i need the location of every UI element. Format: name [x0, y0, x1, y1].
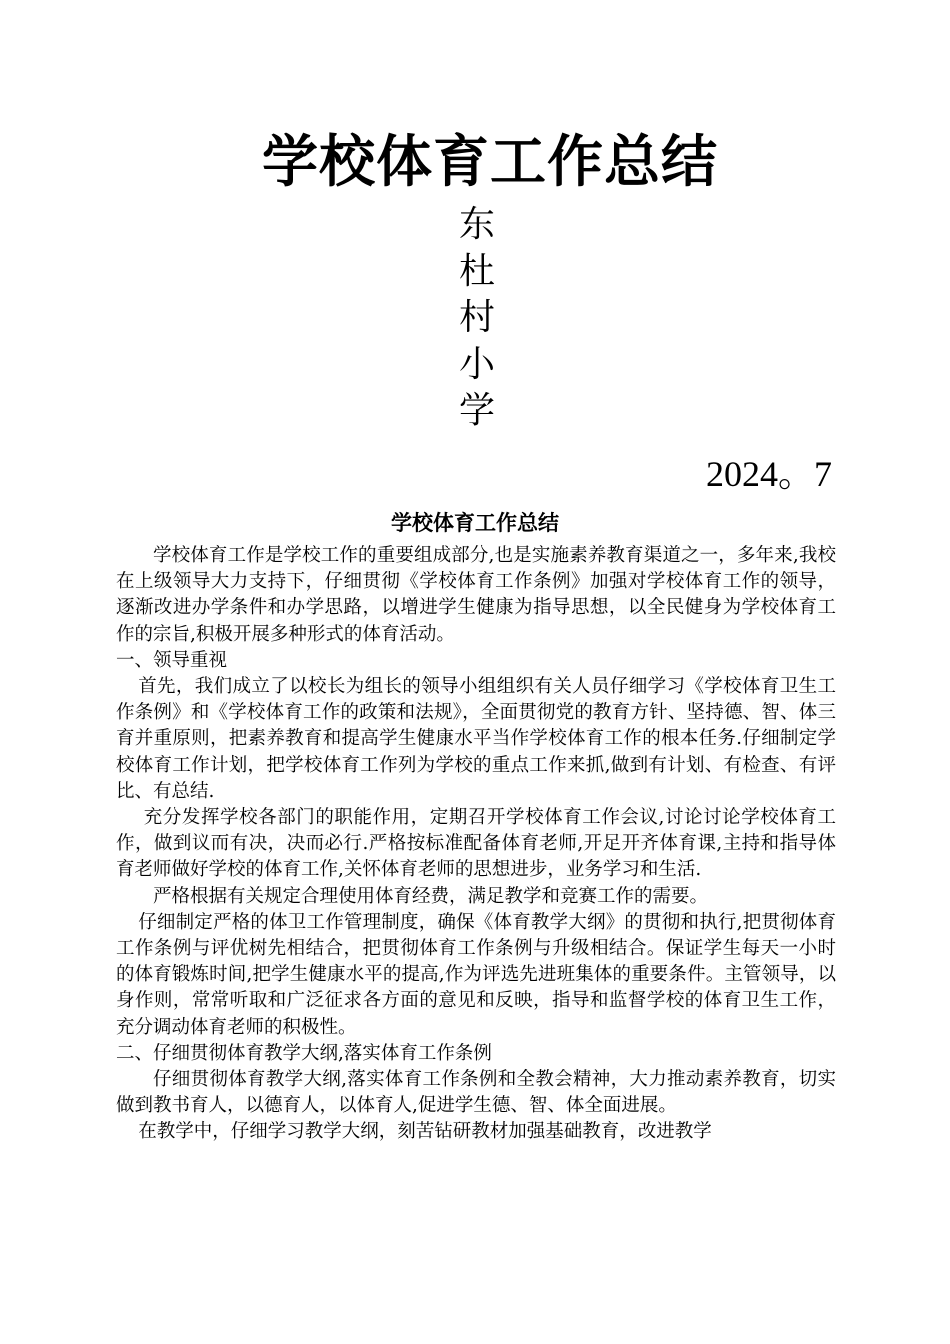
- document-title: 学校体育工作总结: [391, 511, 559, 535]
- paragraph: 严格根据有关规定合理使用体育经费，满足教学和竞赛工作的需要。: [153, 885, 709, 907]
- school-name-vertical: [452, 202, 502, 435]
- school-name-char: 杜: [458, 250, 495, 292]
- document-body: [116, 543, 836, 1146]
- paragraph: 仔细贯彻体育教学大纲,落实体育工作条例和全教会精神，大力推动素养教育，切实做到教书育人，以德育人，以体育人,促进学生德、智、体全面进展。: [116, 1069, 836, 1117]
- cover-title: 学校体育工作总结: [262, 130, 718, 195]
- school-name-char: 村: [458, 297, 495, 338]
- school-name-char: 东: [458, 204, 495, 245]
- cover-date: 2024。7: [705, 454, 832, 494]
- paragraph: 仔细制定严格的体卫工作管理制度，确保《体育教学大纲》的贯彻和执行,把贯彻体育工作条例与评优树先相结合，把贯彻体育工作条例与升级相结合。保证学生每天一小时的体育锻炼时间,把学生健康水平的提高,作为评选先进班集体的重要条件。主管领导，以身作则，常常听取和广泛征求各方面的意见和反映，指导和监督学校的体育卫生工作，充分调动体育老师的积极性。: [116, 911, 836, 1038]
- paragraph: 首先，我们成立了以校长为组长的领导小组组织有关人员仔细学习《学校体育卫生工作条例》和《学校体育工作的政策和法规》，全面贯彻党的教育方针、坚持德、智、体三育并重原则，把素养教育和提高学生健康水平当作学校体育工作的根本任务.仔细制定学校体育工作计划，把学校体育工作列为学校的重点工作来抓,做到有计划、有检查、有评比、有总结.: [116, 676, 836, 802]
- paragraph-intro: 学校体育工作是学校工作的重要组成部分,也是实施素养教育渠道之一，多年来,我校在上级领导大力支持下，仔细贯彻《学校体育工作条例》加强对学校体育工作的领导，逐渐改进办学条件和办学思路，以增进学生健康为指导思想，以全民健身为学校体育工作的宗旨,积极开展多种形式的体育活动。: [116, 545, 836, 645]
- paragraph: 充分发挥学校各部门的职能作用，定期召开学校体育工作会议,讨论讨论学校体育工作，做到议而有决，决而必行.严格按标准配备体育老师,开足开齐体育课,主持和指导体育老师做好学校的体育工作,关怀体育老师的思想进步，业务学习和生活.: [116, 807, 836, 881]
- school-name-char: 小: [458, 343, 495, 385]
- section-heading-2: 二、仔细贯彻体育教学大纲,落实体育工作条例: [116, 1042, 492, 1064]
- paragraph: 在教学中，仔细学习教学大纲，刻苦钻研教材加强基础教育，改进教学: [138, 1121, 712, 1143]
- section-heading-1: 一、领导重视: [116, 649, 228, 671]
- school-name-char: 学: [458, 390, 495, 431]
